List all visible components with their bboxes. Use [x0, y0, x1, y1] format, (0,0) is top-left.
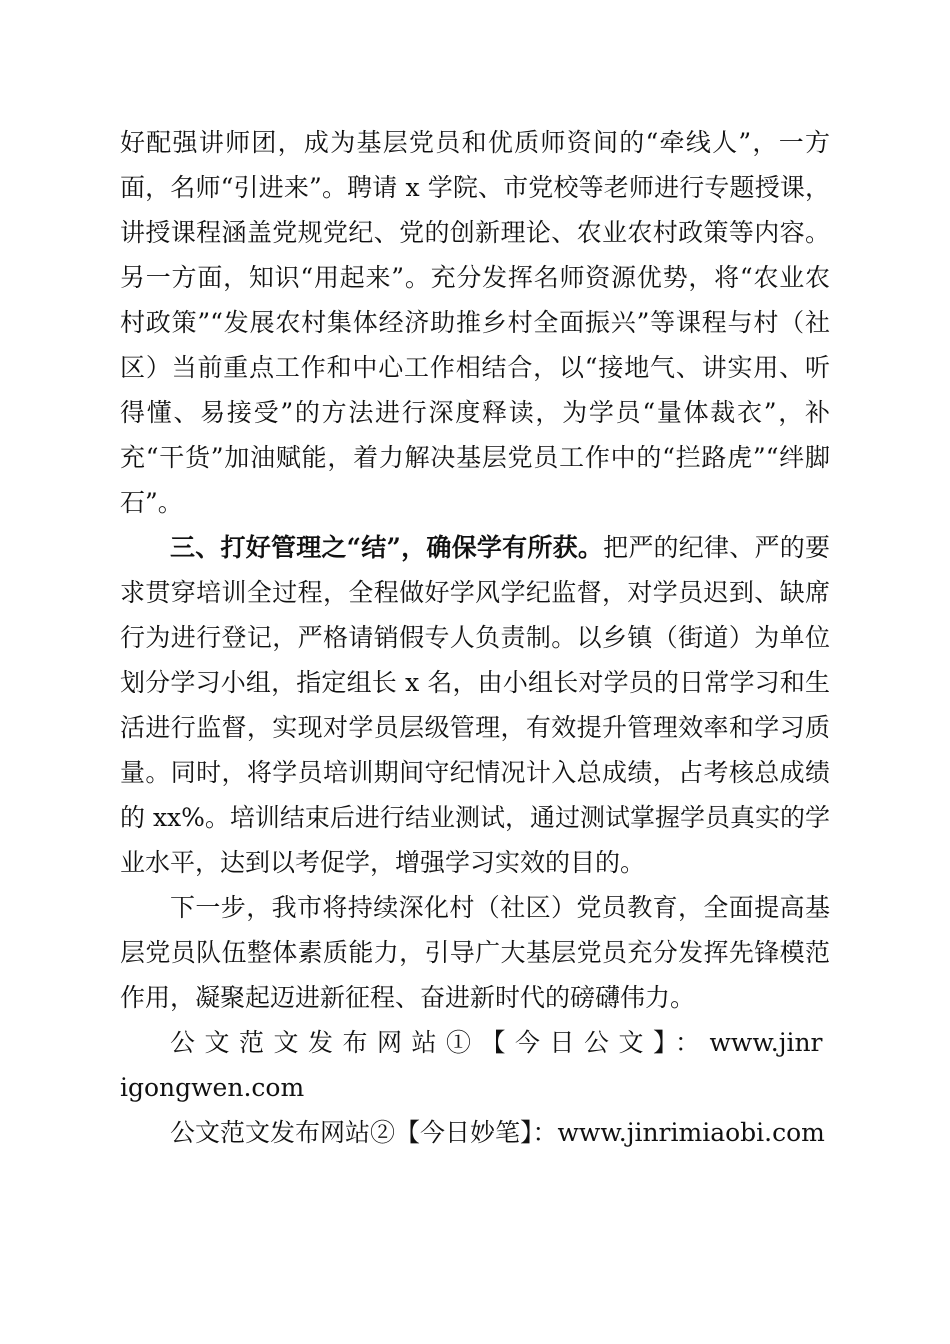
website-label-jinrigongwen: 公文范文发布网站①【今日公文】：: [170, 1028, 710, 1057]
website-line-jinrimiaobi: [120, 1110, 830, 1155]
website-link-jinrimiaobi[interactable]: www.jinrimiaobi.com: [557, 1118, 825, 1147]
paragraph-next-step: 下一步，我市将持续深化村（社区）党员教育，全面提高基层党员队伍整体素质能力，引导广大基层党员充分发挥先锋模范作用，凝聚起迈进新征程、奋进新时代的磅礴伟力。: [120, 893, 830, 1012]
document-page: [120, 120, 830, 1155]
paragraph-teachers: 好配强讲师团，成为基层党员和优质师资间的“牵线人”，一方面，名师“引进来”。聘请 x 学院、市党校等老师进行专题授课，讲授课程涵盖党规党纪、党的创新理论、农业农村政策等内容。另一方面，知识“用起来”。充分发挥名师资源优势，将“农业农村政策”“发展农村集体经济助推乡村全面振兴”等课程与村（社区）当前重点工作和中心工作相结合，以“接地气、讲实用、听得懂、易接受”的方法进行深度释读，为学员“量体裁衣”，补充“干货”加油赋能，着力解决基层党员工作中的“拦路虎”“绊脚石”。: [120, 128, 830, 517]
website-line-jinrigongwen: [120, 1020, 830, 1110]
website-link-jinrigongwen[interactable]: www.jinrigongwen.com: [120, 1028, 823, 1102]
paragraph-management-body: 把严的纪律、严的要求贯穿培训全过程，全程做好学风学纪监督，对学员迟到、缺席行为进行登记，严格请销假专人负责制。以乡镇（街道）为单位划分学习小组，指定组长 x 名，由小组长对学员的日常学习和生活进行监督，实现对学员层级管理，有效提升管理效率和学习质量。同时，将学员培训期间守纪情况计入总成绩，占考核总成绩的 xx%。培训结束后进行结业测试，通过测试掌握学员真实的学业水平，达到以考促学，增强学习实效的目的。: [120, 533, 830, 877]
paragraph-management: [120, 525, 830, 885]
website-label-jinrimiaobi: 公文范文发布网站②【今日妙笔】：: [170, 1118, 558, 1147]
section-heading-management: 三、打好管理之“结”，确保学有所获。: [170, 533, 604, 562]
